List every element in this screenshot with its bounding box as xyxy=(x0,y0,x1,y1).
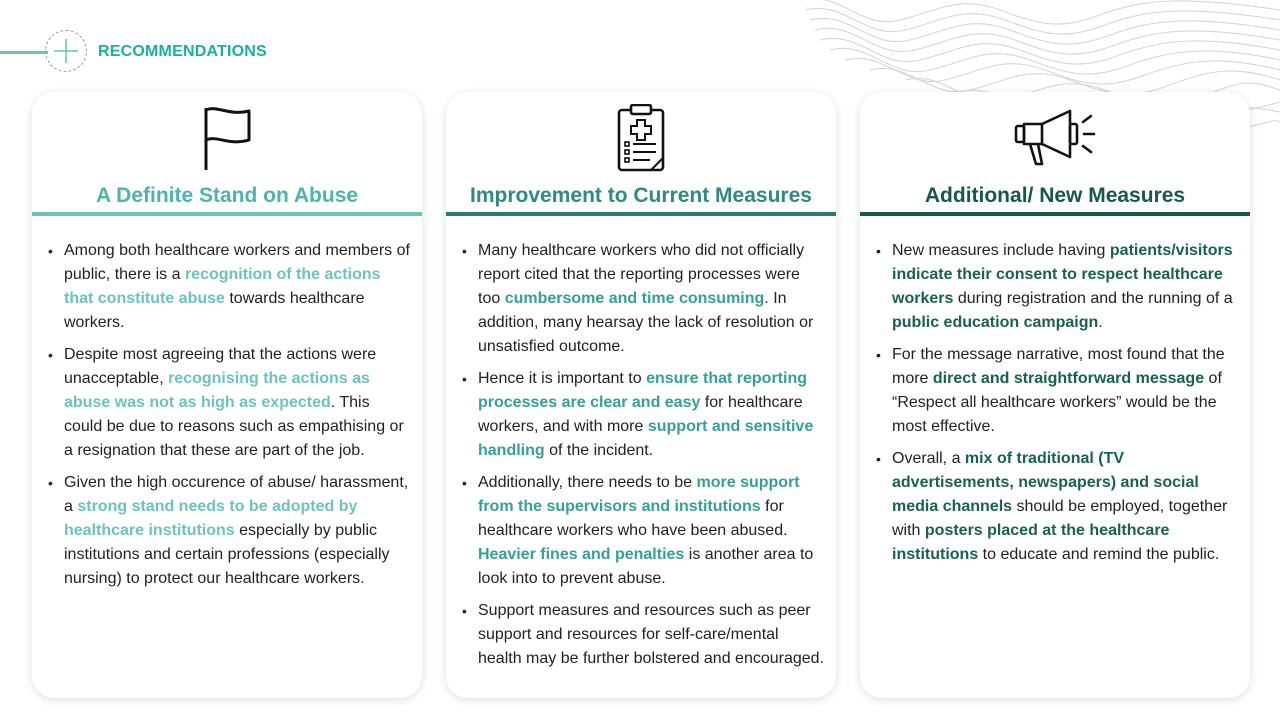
bullet-item: • For the message narrative, most found that the more direct and straightforward message of “Respect all healthcare workers” would be the most effective. xyxy=(876,343,1240,439)
bullet-item: • Among both healthcare workers and members of public, there is a recognition of the actions that constitute abuse towards healthcare workers. xyxy=(48,239,412,335)
header-accent-line xyxy=(0,51,48,54)
card-title-underline xyxy=(446,212,836,216)
bullet-item: • Hence it is important to ensure that reporting processes are clear and easy for healthcare workers, and with more support and sensitive handling of the incident. xyxy=(462,367,826,463)
bullet-item: • Despite most agreeing that the actions were unacceptable, recognising the actions as abuse was not as high as expected. This could be due to reasons such as empathising or a resignation that these are part of the job. xyxy=(48,343,412,463)
bullet-list xyxy=(876,239,1240,575)
bullet-item: • Overall, a mix of traditional (TV advertisements, newspapers) and social media channels should be employed, together with posters placed at the healthcare institutions to educate and remind the public. xyxy=(876,447,1240,567)
bullet-item: • Support measures and resources such as peer support and resources for self-care/mental health may be further bolstered and encouraged. xyxy=(462,599,826,671)
bullet-item: • Many healthcare workers who did not officially report cited that the reporting processes were too cumbersome and time consuming. In addition, many hearsay the lack of resolution or unsatisfied outcome. xyxy=(462,239,826,359)
recommendation-card-new-measures xyxy=(860,92,1250,698)
megaphone-icon xyxy=(1014,108,1096,170)
card-title-underline xyxy=(860,212,1250,216)
card-title: A Definite Stand on Abuse xyxy=(95,184,359,207)
clipboard-icon xyxy=(616,104,666,172)
page-title: RECOMMENDATIONS xyxy=(98,43,267,60)
bullet-item: • Additionally, there needs to be more support from the supervisors and institutions for healthcare workers who have been abused. Heavier fines and penalties is another area to look into to prevent abuse. xyxy=(462,471,826,591)
bullet-list xyxy=(462,239,826,679)
card-title: Improvement to Current Measures xyxy=(470,184,812,207)
card-title: Additional/ New Measures xyxy=(924,184,1186,207)
bullet-item: • Given the high occurence of abuse/ harassment, a strong stand needs to be adopted by healthcare institutions especially by public institutions and certain professions (especially nursing) to protect our healthcare workers. xyxy=(48,471,412,591)
bullet-list xyxy=(48,239,412,599)
flag-icon xyxy=(199,106,255,172)
plus-icon xyxy=(51,36,81,66)
bullet-item: • New measures include having patients/visitors indicate their consent to respect healthcare workers during registration and the running of a public education campaign. xyxy=(876,239,1240,335)
recommendation-card-abuse-stand xyxy=(32,92,422,698)
recommendation-card-current-measures xyxy=(446,92,836,698)
card-title-underline xyxy=(32,212,422,216)
